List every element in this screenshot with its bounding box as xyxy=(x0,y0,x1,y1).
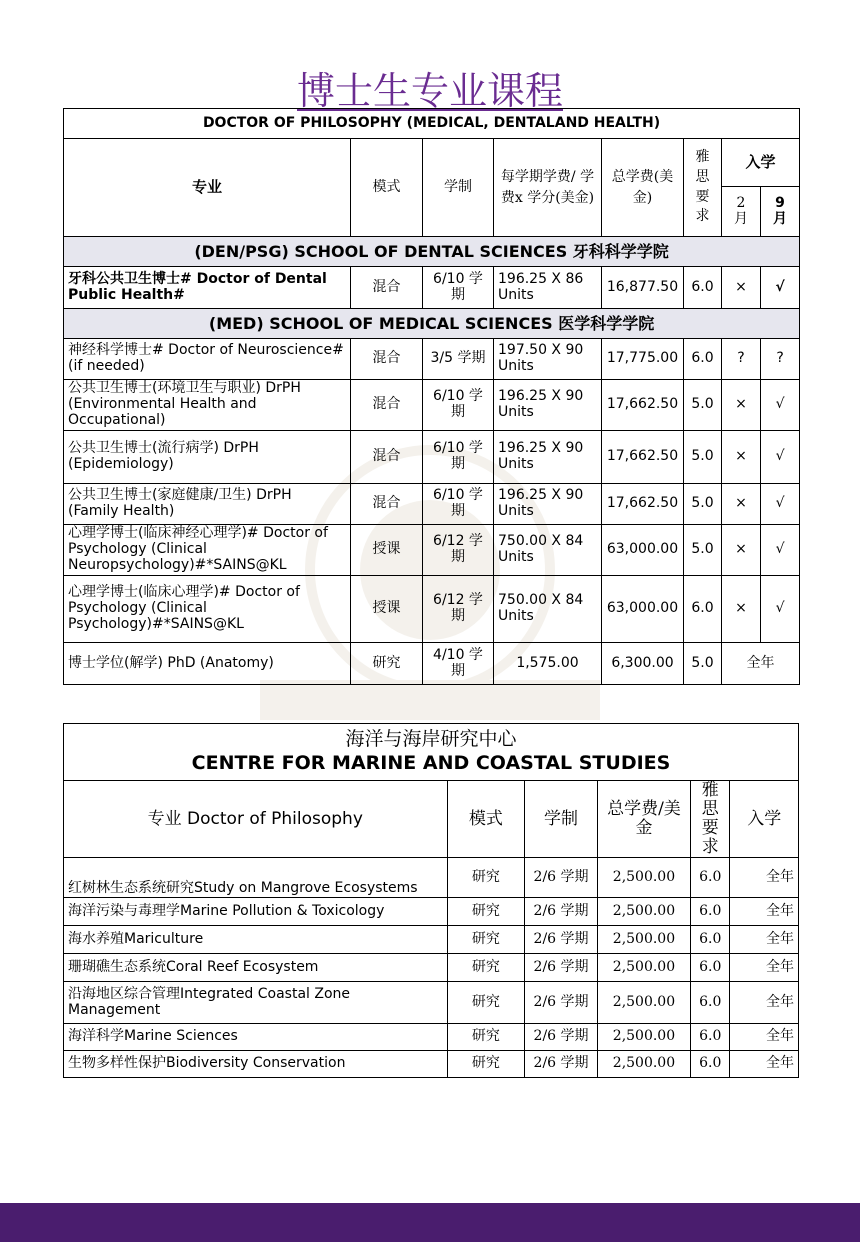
duration-cell: 6/10 学期 xyxy=(423,431,494,484)
intake-feb-cell: × xyxy=(722,576,761,643)
total-fee-cell: 16,877.50 xyxy=(602,267,684,309)
duration-cell: 2/6 学期 xyxy=(525,1024,598,1051)
fee-cell: 750.00 X 84 Units xyxy=(494,525,602,576)
intake-sep-cell: √ xyxy=(761,267,800,309)
program-cell: 牙科公共卫生博士# Doctor of Dental Public Health# xyxy=(64,267,351,309)
col-header-program: 专业 xyxy=(64,139,351,237)
intake-cell: 全年 xyxy=(730,898,799,926)
intake-feb-cell: × xyxy=(722,380,761,431)
intake-sep-cell: √ xyxy=(761,525,800,576)
ielts-cell: 6.0 xyxy=(691,858,730,898)
mode-cell: 研究 xyxy=(447,926,525,954)
intake-feb-cell: × xyxy=(722,525,761,576)
intake-cell: 全年 xyxy=(730,926,799,954)
ielts-cell: 5.0 xyxy=(684,643,722,685)
footer-bar xyxy=(0,1203,860,1242)
page-title: 博士生专业课程 xyxy=(296,69,563,113)
intake-cell: 全年 xyxy=(730,954,799,982)
program-cell: 心理学博士(临床神经心理学)# Doctor of Psychology (Clinical Neuropsychology)#*SAINS@KL xyxy=(64,525,351,576)
col-header-fee-per-sem: 每学期学费/ 学费x 学分(美金) xyxy=(494,139,602,237)
ielts-cell: 6.0 xyxy=(691,1051,730,1078)
duration-cell: 2/6 学期 xyxy=(525,954,598,982)
intake-cell: 全年 xyxy=(730,1051,799,1078)
intake-cell: 全年 xyxy=(730,858,799,898)
col-header-total-fee: 总学费/美金 xyxy=(597,781,690,858)
program-cell: 红树林生态系统研究Study on Mangrove Ecosystems xyxy=(64,858,448,898)
total-fee-cell: 2,500.00 xyxy=(597,926,690,954)
ielts-cell: 6.0 xyxy=(691,982,730,1024)
total-fee-cell: 2,500.00 xyxy=(597,858,690,898)
col-header-intake: 入学 xyxy=(730,781,799,858)
intake-all-year-cell: 全年 xyxy=(722,643,800,685)
mode-cell: 混合 xyxy=(351,267,423,309)
total-fee-cell: 6,300.00 xyxy=(602,643,684,685)
mode-cell: 研究 xyxy=(447,1024,525,1051)
marine-coastal-table xyxy=(63,723,799,1078)
program-cell: 珊瑚礁生态系统Coral Reef Ecosystem xyxy=(64,954,448,982)
section-medical: (MED) SCHOOL OF MEDICAL SCIENCES 医学科学学院 xyxy=(64,309,800,339)
ielts-cell: 6.0 xyxy=(684,576,722,643)
duration-cell: 2/6 学期 xyxy=(525,898,598,926)
intake-sep-cell: √ xyxy=(761,380,800,431)
mode-cell: 混合 xyxy=(351,484,423,525)
duration-cell: 6/12 学期 xyxy=(423,525,494,576)
total-fee-cell: 2,500.00 xyxy=(597,982,690,1024)
section-dental: (DEN/PSG) SCHOOL OF DENTAL SCIENCES 牙科科学学院 xyxy=(64,237,800,267)
intake-sep-cell: √ xyxy=(761,484,800,525)
duration-cell: 6/10 学期 xyxy=(423,484,494,525)
mode-cell: 研究 xyxy=(351,643,423,685)
ielts-cell: 5.0 xyxy=(684,484,722,525)
program-cell: 博士学位(解学) PhD (Anatomy) xyxy=(64,643,351,685)
program-cell: 神经科学博士# Doctor of Neuroscience#(if needed) xyxy=(64,339,351,380)
intake-feb-cell: ? xyxy=(722,339,761,380)
intake-feb-cell: × xyxy=(722,431,761,484)
col-header-ielts: 雅思要求 xyxy=(691,781,730,858)
col-header-mode: 模式 xyxy=(351,139,423,237)
fee-cell: 1,575.00 xyxy=(494,643,602,685)
fee-cell: 197.50 X 90 Units xyxy=(494,339,602,380)
total-fee-cell: 17,662.50 xyxy=(602,431,684,484)
table2-heading xyxy=(64,724,799,781)
mode-cell: 混合 xyxy=(351,431,423,484)
table2-heading-cn: 海洋与海岸研究中心 xyxy=(345,728,517,751)
mode-cell: 混合 xyxy=(351,339,423,380)
mode-cell: 研究 xyxy=(447,954,525,982)
ielts-cell: 6.0 xyxy=(691,898,730,926)
total-fee-cell: 2,500.00 xyxy=(597,1051,690,1078)
col-header-intake-sep: 9月 xyxy=(761,187,800,237)
program-cell: 心理学博士(临床心理学)# Doctor of Psychology (Clinical Psychology)#*SAINS@KL xyxy=(64,576,351,643)
intake-feb-cell: × xyxy=(722,484,761,525)
fee-cell: 196.25 X 90 Units xyxy=(494,380,602,431)
table2-heading-en: CENTRE FOR MARINE AND COASTAL STUDIES xyxy=(191,752,671,774)
ielts-cell: 6.0 xyxy=(684,267,722,309)
mode-cell: 研究 xyxy=(447,1051,525,1078)
ielts-cell: 6.0 xyxy=(684,339,722,380)
intake-feb-cell: × xyxy=(722,267,761,309)
mode-cell: 授课 xyxy=(351,576,423,643)
duration-cell: 6/10 学期 xyxy=(423,380,494,431)
intake-cell: 全年 xyxy=(730,1024,799,1051)
duration-cell: 4/10 学期 xyxy=(423,643,494,685)
ielts-cell: 6.0 xyxy=(691,1024,730,1051)
mode-cell: 研究 xyxy=(447,898,525,926)
col-header-total-fee: 总学费(美金) xyxy=(602,139,684,237)
table1-heading: DOCTOR OF PHILOSOPHY (MEDICAL, DENTALAND HEALTH) xyxy=(64,109,800,139)
col-header-program: 专业 Doctor of Philosophy xyxy=(64,781,448,858)
intake-sep-cell: √ xyxy=(761,431,800,484)
intake-sep-cell: ? xyxy=(761,339,800,380)
mode-cell: 研究 xyxy=(447,858,525,898)
program-cell: 公共卫生博士(环境卫生与职业) DrPH (Environmental Health and Occupational) xyxy=(64,380,351,431)
duration-cell: 2/6 学期 xyxy=(525,858,598,898)
total-fee-cell: 17,662.50 xyxy=(602,484,684,525)
col-header-ielts: 雅思要求 xyxy=(684,139,722,237)
mode-cell: 混合 xyxy=(351,380,423,431)
total-fee-cell: 63,000.00 xyxy=(602,576,684,643)
intake-cell: 全年 xyxy=(730,982,799,1024)
program-cell: 海水养殖Mariculture xyxy=(64,926,448,954)
ielts-cell: 5.0 xyxy=(684,380,722,431)
fee-cell: 750.00 X 84 Units xyxy=(494,576,602,643)
total-fee-cell: 17,775.00 xyxy=(602,339,684,380)
mode-cell: 研究 xyxy=(447,982,525,1024)
duration-cell: 6/10 学期 xyxy=(423,267,494,309)
total-fee-cell: 63,000.00 xyxy=(602,525,684,576)
program-cell: 海洋污染与毒理学Marine Pollution & Toxicology xyxy=(64,898,448,926)
fee-cell: 196.25 X 86 Units xyxy=(494,267,602,309)
program-cell: 公共卫生博士(家庭健康/卫生) DrPH (Family Health) xyxy=(64,484,351,525)
mode-cell: 授课 xyxy=(351,525,423,576)
fee-cell: 196.25 X 90 Units xyxy=(494,431,602,484)
ielts-cell: 6.0 xyxy=(691,926,730,954)
duration-cell: 2/6 学期 xyxy=(525,926,598,954)
ielts-cell: 5.0 xyxy=(684,525,722,576)
ielts-cell: 6.0 xyxy=(691,954,730,982)
program-cell: 生物多样性保护Biodiversity Conservation xyxy=(64,1051,448,1078)
program-cell: 沿海地区综合管理Integrated Coastal Zone Management xyxy=(64,982,448,1024)
col-header-intake-feb: 2月 xyxy=(722,187,761,237)
fee-cell: 196.25 X 90 Units xyxy=(494,484,602,525)
col-header-mode: 模式 xyxy=(447,781,525,858)
duration-cell: 3/5 学期 xyxy=(423,339,494,380)
col-header-intake: 入学 xyxy=(722,139,800,187)
total-fee-cell: 2,500.00 xyxy=(597,898,690,926)
total-fee-cell: 2,500.00 xyxy=(597,954,690,982)
col-header-duration: 学制 xyxy=(525,781,598,858)
col-header-duration: 学制 xyxy=(423,139,494,237)
intake-sep-cell: √ xyxy=(761,576,800,643)
program-cell: 海洋科学Marine Sciences xyxy=(64,1024,448,1051)
phd-medical-table xyxy=(63,108,800,685)
ielts-cell: 5.0 xyxy=(684,431,722,484)
program-cell: 公共卫生博士(流行病学) DrPH (Epidemiology) xyxy=(64,431,351,484)
duration-cell: 2/6 学期 xyxy=(525,1051,598,1078)
total-fee-cell: 2,500.00 xyxy=(597,1024,690,1051)
duration-cell: 2/6 学期 xyxy=(525,982,598,1024)
duration-cell: 6/12 学期 xyxy=(423,576,494,643)
total-fee-cell: 17,662.50 xyxy=(602,380,684,431)
